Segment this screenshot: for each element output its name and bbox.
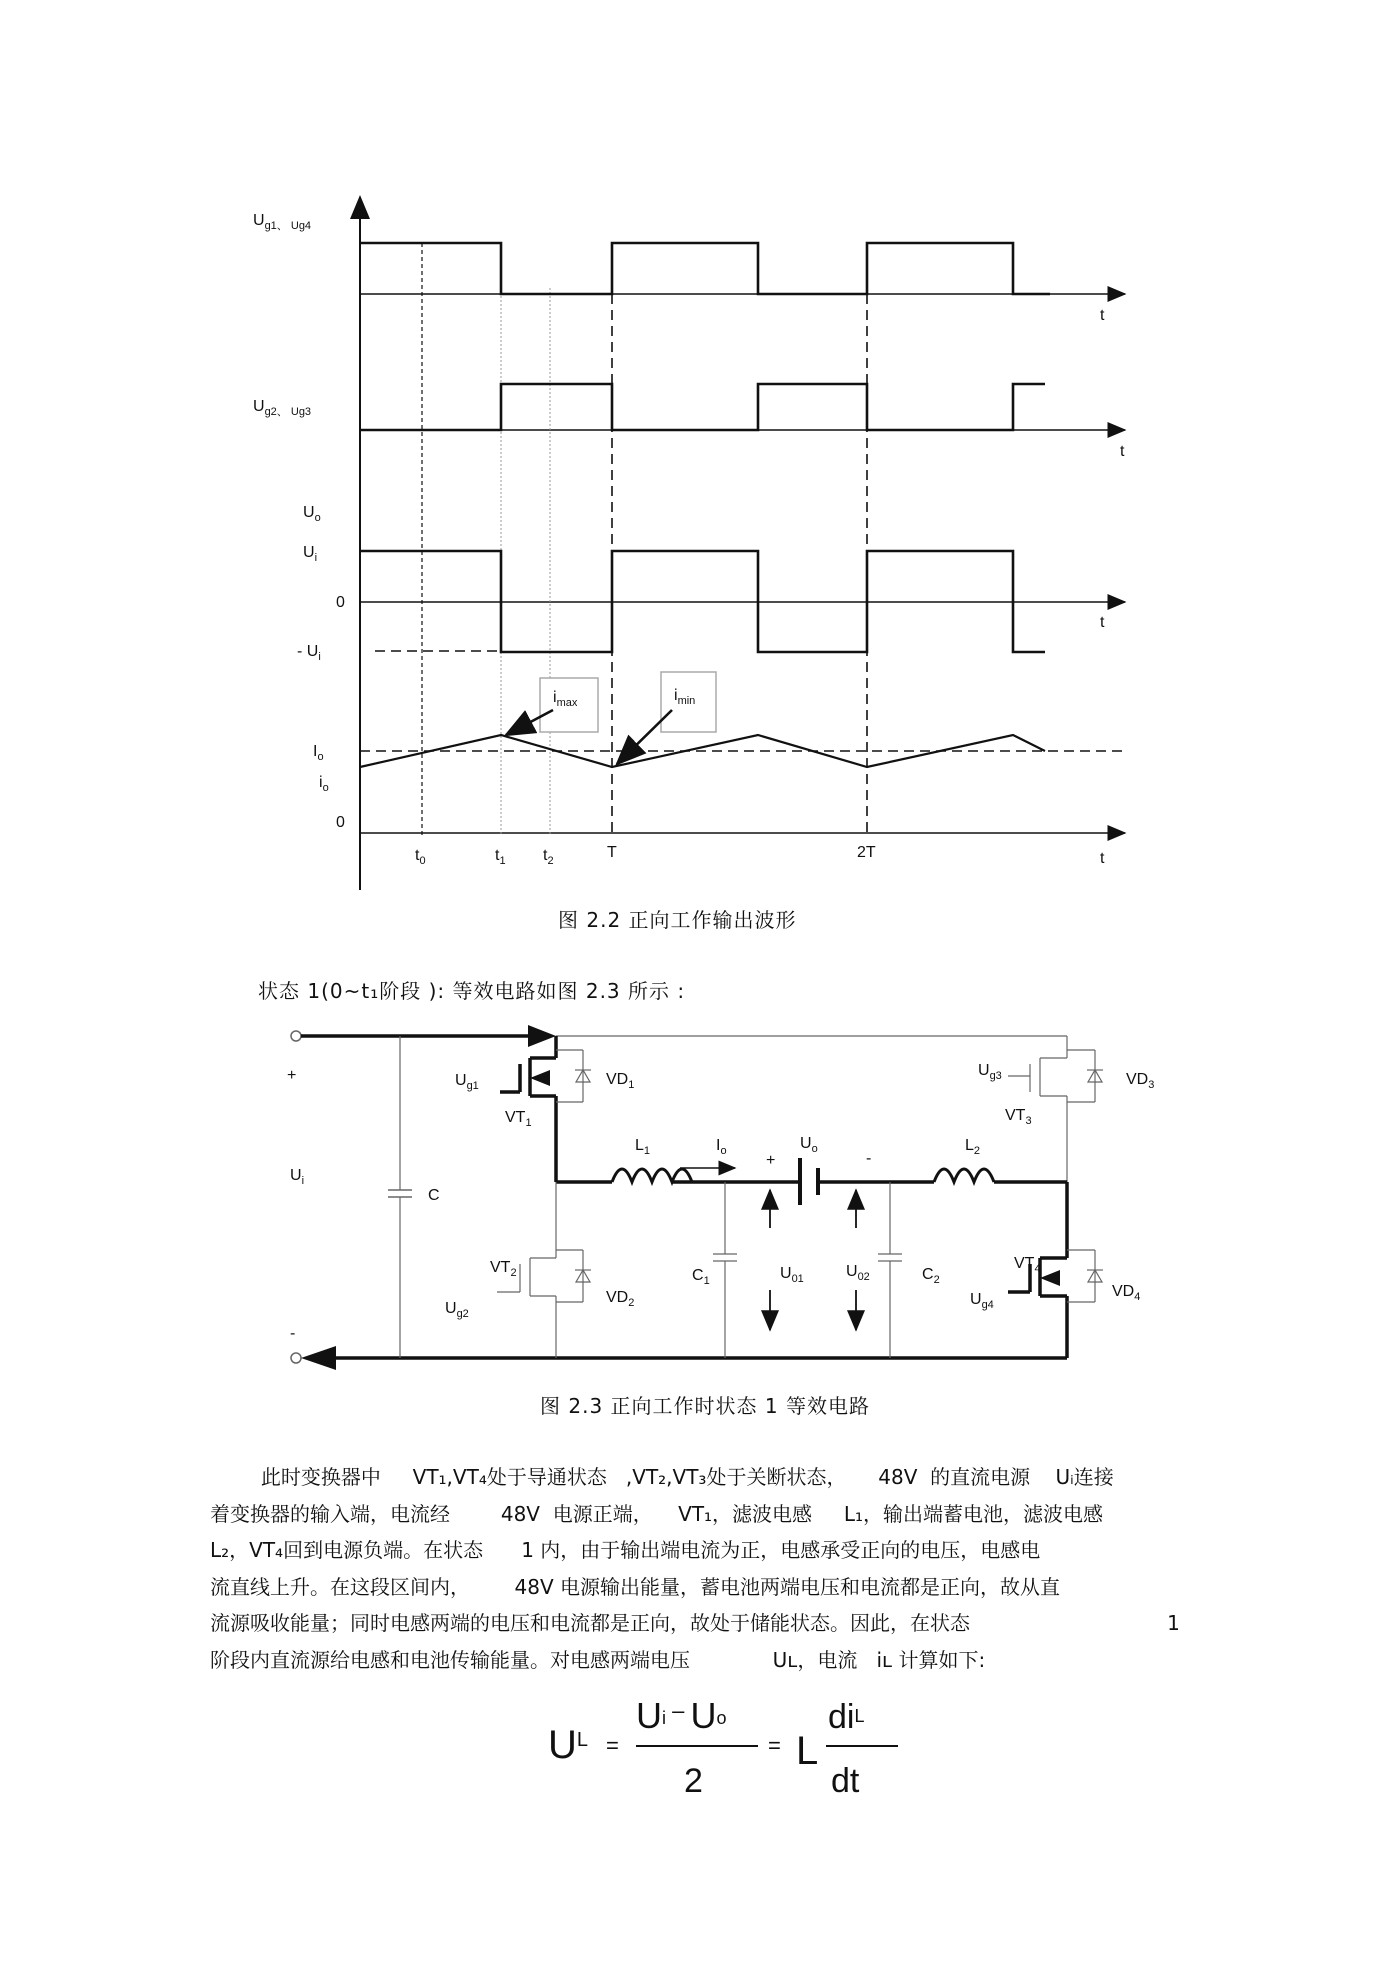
label-ug4: $U_{g4}$ xyxy=(970,1291,994,1311)
vd2-diode xyxy=(556,1250,591,1302)
tick-T: T xyxy=(607,844,617,861)
paragraph-line-3: L₂，VT₄回到电源负端。在状态 1 内，由于输出端电流为正，电感承受正向的电压，电感电 xyxy=(210,1538,1041,1562)
label-neg-ui: - $U_i$ xyxy=(297,643,321,663)
paragraph-line-1: 此时变换器中 VT₁,VT₄处于导通状态 ,VT₂,VT₃处于关断状态， 48V 的直流电源 Uᵢ连接 xyxy=(210,1465,1114,1489)
bottom-rail-arrow xyxy=(301,1346,336,1370)
tick-t1: $t_1$ xyxy=(495,847,506,867)
body-paragraph xyxy=(210,1459,1190,1678)
vd4-diode xyxy=(1067,1250,1103,1302)
label-vd2: $VD_2$ xyxy=(606,1289,635,1309)
label-t-axis4: t xyxy=(1100,850,1105,867)
label-io-avg: $I_o$ xyxy=(313,743,324,763)
label-vt3: $VT_3$ xyxy=(1005,1107,1032,1127)
label-ug1: $U_{g1}$ xyxy=(455,1072,479,1092)
inductor-l1 xyxy=(612,1169,692,1182)
paragraph-line-5: 流源吸收能量；同时电感两端的电压和电流都是正向，故处于储能状态。因此，在状态 1 xyxy=(210,1611,1180,1635)
label-uo: $U_o$ xyxy=(303,504,321,524)
waveform-figure xyxy=(0,0,1395,900)
label-plus: + xyxy=(287,1067,297,1084)
svg-text:=: = xyxy=(768,1733,781,1758)
inductor-l2 xyxy=(934,1169,994,1182)
label-zero-io: 0 xyxy=(336,814,345,831)
label-t-axis3: t xyxy=(1100,614,1105,631)
label-t-axis2: t xyxy=(1120,443,1125,460)
circuit-figure xyxy=(0,1010,1395,1380)
inductor-voltage-formula xyxy=(548,1688,908,1808)
label-bat-minus: - xyxy=(866,1150,872,1167)
figure1-caption: 图 2.2 正向工作输出波形 xyxy=(558,908,797,932)
svg-text:dt: dt xyxy=(831,1762,860,1800)
paragraph-line-2: 着变换器的输入端，电流经 48V 电源正端， VT₁，滤波电感 L₁，输出端蓄电池，滤波电感 xyxy=(210,1501,1103,1526)
label-vd3: $VD_3$ xyxy=(1126,1071,1155,1091)
label-io: $I_o$ xyxy=(716,1137,727,1157)
label-ui: $U_i$ xyxy=(290,1167,305,1187)
svg-text:L: L xyxy=(796,1729,819,1773)
waveform-ug14 xyxy=(360,243,1050,294)
vd3-diode xyxy=(1067,1050,1103,1102)
label-vt1: $VT_1$ xyxy=(505,1109,532,1129)
waveform-ug23 xyxy=(360,384,1045,430)
svg-text:Ui – Uo: Ui – Uo xyxy=(636,1695,727,1736)
label-ug23: $U_{g2、 U}g3$ xyxy=(253,398,312,418)
cap-c1 xyxy=(713,1182,737,1358)
vd1-diode xyxy=(556,1050,591,1102)
label-c: C xyxy=(428,1187,440,1204)
cap-c2 xyxy=(878,1182,902,1358)
label-u02: $U_{02}$ xyxy=(846,1263,870,1283)
label-io: $i_o$ xyxy=(319,774,329,794)
label-vt2: $VT_2$ xyxy=(490,1259,517,1279)
svg-text:diL: diL xyxy=(828,1698,865,1736)
top-rail-arrow xyxy=(528,1025,556,1047)
label-vd1: $VD_1$ xyxy=(606,1071,635,1091)
label-minus: - xyxy=(290,1325,296,1342)
state-heading: 状态 1(0~t₁阶段 ): 等效电路如图 2.3 所示 : xyxy=(258,979,686,1003)
label-imax: $i_{max}$ xyxy=(553,689,578,709)
tick-t2: $t_2$ xyxy=(543,847,554,867)
label-vt4: $VT_4$ xyxy=(1014,1255,1041,1275)
label-bat-plus: + xyxy=(766,1152,776,1169)
label-ug3: $U_{g3}$ xyxy=(978,1062,1002,1082)
label-ug14: $U_{g1、 U}g4$ xyxy=(253,212,312,232)
label-l2: $L_2$ xyxy=(965,1137,981,1157)
label-t-axis1: t xyxy=(1100,307,1105,324)
label-ui: $U_i$ xyxy=(303,544,318,564)
label-c2: $C_2$ xyxy=(922,1266,940,1286)
label-uo: $U_o$ xyxy=(800,1135,818,1155)
tick-2T: 2T xyxy=(857,844,876,861)
label-u01: $U_{01}$ xyxy=(780,1265,804,1285)
label-ug2: $U_{g2}$ xyxy=(445,1300,469,1320)
svg-text:2: 2 xyxy=(684,1762,703,1800)
tick-t0: $t_0$ xyxy=(415,847,426,867)
terminal-minus xyxy=(291,1353,301,1363)
svg-text:UL: $U^L$ xyxy=(548,1723,589,1767)
figure2-caption: 图 2.3 正向工作时状态 1 等效电路 xyxy=(540,1394,870,1418)
label-zero-uo: 0 xyxy=(336,594,345,611)
label-imin: $i_{min}$ xyxy=(674,687,696,707)
label-l1: $L_1$ xyxy=(635,1137,651,1157)
label-c1: $C_1$ xyxy=(692,1267,710,1287)
paragraph-line-4: 流直线上升。在这段区间内， 48V 电源输出能量，蓄电池两端电压和电流都是正向，故从直 xyxy=(210,1574,1060,1599)
svg-text:=: = xyxy=(606,1733,619,1758)
terminal-plus xyxy=(291,1031,301,1041)
paragraph-line-6: 阶段内直流源给电感和电池传输能量。对电感两端电压 Uʟ，电流 iʟ 计算如下: xyxy=(210,1647,986,1672)
label-vd4: $VD_4$ xyxy=(1112,1283,1141,1303)
